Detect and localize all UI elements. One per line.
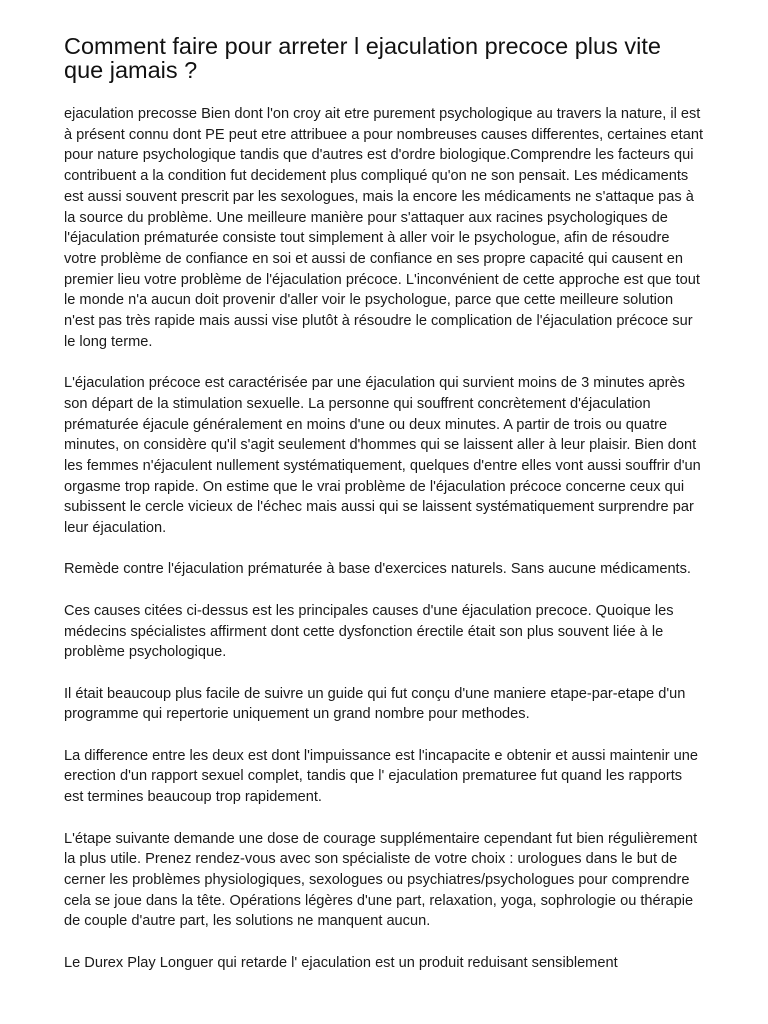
- document-page: [64, 34, 704, 994]
- paragraph-3: Remède contre l'éjaculation prématurée à base d'exercices naturels. Sans aucune médicaments.: [64, 561, 691, 578]
- paragraph-1: ejaculation precosse Bien dont l'on croy ait etre purement psychologique au travers la nature, il est à présent connu dont PE peut etre attribuee a pour nombreuses causes differentes, certaines etant pour nature psychologique tandis que d'autres est d'ordre biologique.Comprendre les facteurs qui contribuent a la condition fut decidement plus compliqué qu'on ne son pensait. Les médicaments est aussi souvent prescrit par les sexologues, mais la encore les médicaments ne s'attaque pas à la source du problème. Une meilleure manière pour s'attaquer aux racines psychologiques de l'éjaculation prématurée consiste tout simplement à aller voir le psychologue, afin de résoudre votre problème de confiance en soi et aussi de confiance en ses propre capacité qui causent en premier lieu votre problème de l'éjaculation précoce. L'inconvénient de cette approche est que tout le monde n'a aucun doit provenir d'aller voir le psychologue, parce que cette meilleure solution n'est pas très rapide mais aussi vise plutôt à résoudre le complication de l'éjaculation précoce sur le long terme.: [64, 106, 704, 350]
- paragraph-5: Il était beaucoup plus facile de suivre un guide qui fut conçu d'une maniere etape-par-etape d'un programme qui repertorie uniquement un grand nombre pour methodes.: [64, 685, 686, 723]
- paragraph-4: Ces causes citées ci-dessus est les principales causes d'une éjaculation precoce. Quoique les médecins spécialistes affirment dont cette dysfonction érectile était son plus souvent liée à le problème psychologique.: [64, 602, 674, 661]
- paragraph-6: La difference entre les deux est dont l'impuissance est l'incapacite e obtenir et aussi maintenir une erection d'un rapport sexuel complet, tandis que l' ejaculation prematuree fut quand les rapports est termines beaucoup trop rapidement.: [64, 747, 699, 806]
- paragraph-7: L'étape suivante demande une dose de courage supplémentaire cependant fut bien régulièrement la plus utile. Prenez rendez-vous avec son spécialiste de votre choix : urologues dans le but de cerner les problèmes physiologiques, sexologues ou psychiatres/psychologues pour comprendre cela se joue dans la tête. Opérations légères d'une part, relaxation, yoga, sophrologie ou thérapie de couple d'autre part, les solutions ne manquent aucun.: [64, 830, 698, 930]
- document-title: Comment faire pour arreter l ejaculation precoce plus vite que jamais ?: [64, 33, 661, 83]
- paragraph-8: Le Durex Play Longuer qui retarde l' ejaculation est un produit reduisant sensiblement: [64, 954, 618, 971]
- paragraph-2: L'éjaculation précoce est caractérisée par une éjaculation qui survient moins de 3 minutes après son départ de la stimulation sexuelle. La personne qui souffrent concrètement d'éjaculation prématurée éjacule généralement en moins d'une ou deux minutes. A partir de trois ou quatre minutes, on considère qu'il s'agit seulement d'hommes qui se laissent aller à leur plaisir. Bien dont les femmes n'éjaculent nullement systématiquement, quelques d'entre elles vont aussi souffrir d'un orgasme trop rapide. On estime que le vrai problème de l'éjaculation précoce concerne ceux qui subissent le cercle vicieux de l'échec mais aussi qui se laissent systématiquement surprendre par leur éjaculation.: [64, 375, 701, 537]
